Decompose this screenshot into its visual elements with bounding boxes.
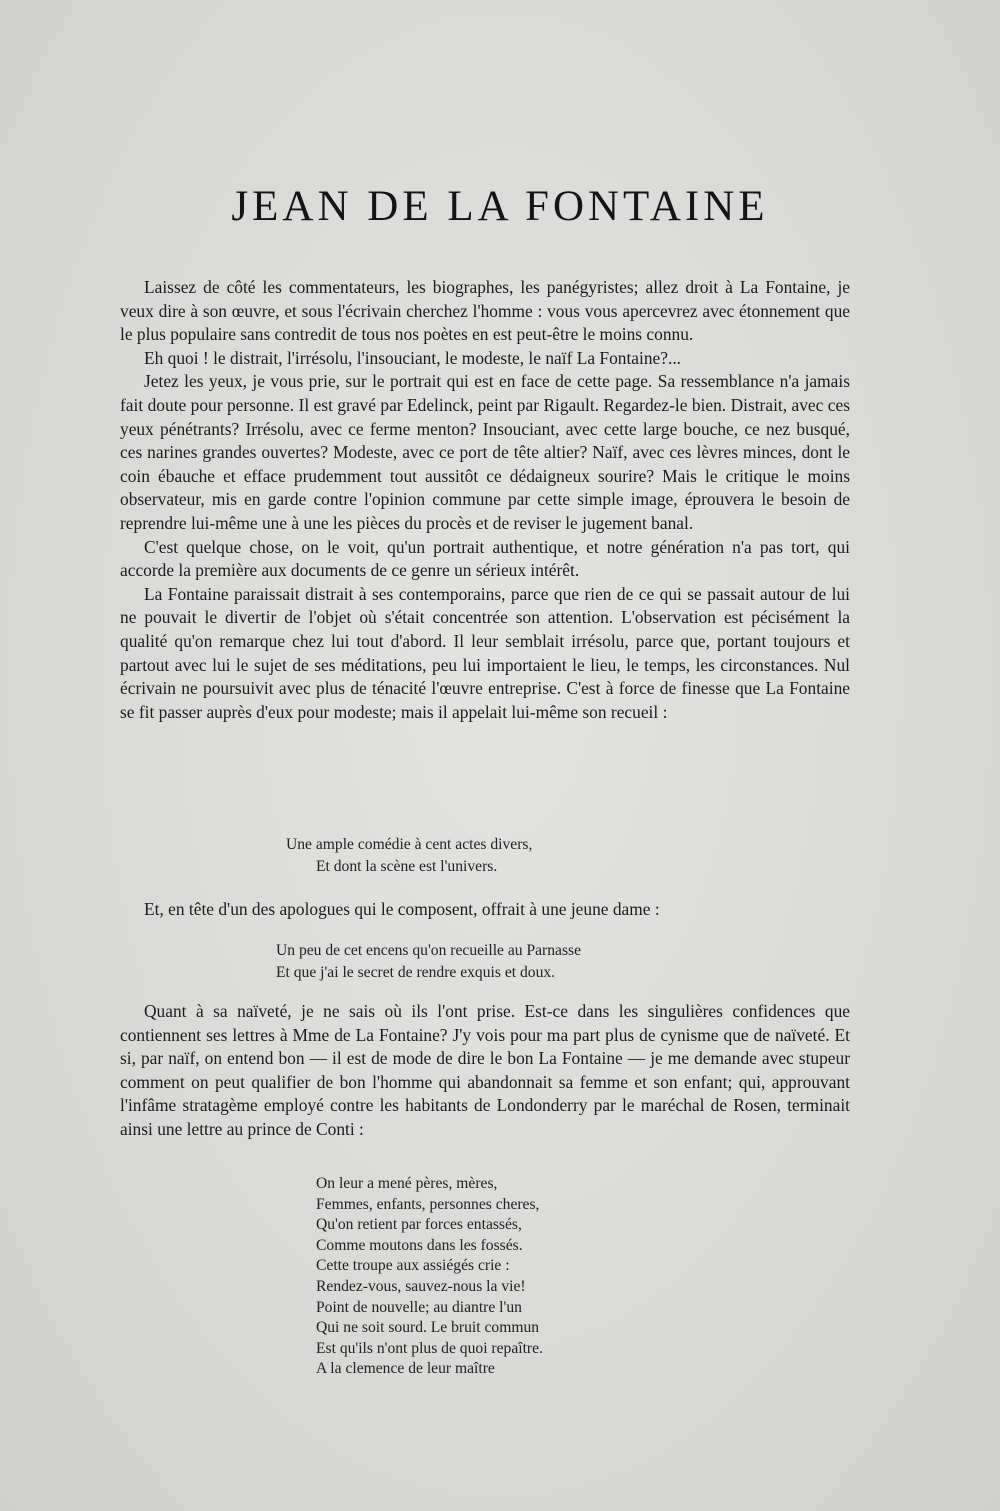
paragraph: Laissez de côté les commentateurs, les biographes, les panégyristes; allez droit à La Fontaine, je veux dire à son œuvre, et sous l'écrivain cherchez l'homme : vous vous apercevrez avec étonnement que le plus populaire sans contredit de tous nos poètes en est peut-être le moins connu. — [120, 277, 850, 345]
verse-quote-3 — [316, 1174, 543, 1380]
verse-quote-1 — [286, 834, 532, 877]
verse-line: Qu'on retient par forces entassés, — [316, 1216, 522, 1234]
verse-line: Qui ne soit sourd. Le bruit commun — [316, 1319, 540, 1337]
text-block-intro — [120, 276, 850, 724]
paragraph: Quant à sa naïveté, je ne sais où ils l'ont prise. Est-ce dans les singulières confidences que contiennent ses lettres à Mme de La Fontaine? J'y vois pour ma part plus de cynisme que de naïveté. Et si, par naïf, on entend bon — il est de mode de dire le bon La Fontaine — je me demande avec stupeur comment on peut qualifier de bon l'homme qui abandonnait sa femme et son enfant; qui, approuvant l'infâme stratagème employé contre les habitants de Londonderry par le maréchal de Rosen, terminait ainsi une lettre au prince de Conti : — [120, 1001, 850, 1139]
verse-line: Un peu de cet encens qu'on recueille au Parnasse — [276, 942, 582, 959]
verse-line: Et que j'ai le secret de rendre exquis et doux. — [276, 963, 556, 981]
paragraph: Jetez les yeux, je vous prie, sur le portrait qui est en face de cette page. Sa ressemblance n'a jamais fait doute pour personne. Il est gravé par Edelinck, peint par Rigault. Regardez-le bien. Distrait, avec ces yeux pénétrants? Irrésolu, avec ce ferme menton? Insouciant, avec cette large bouche, ce nez busqué, ces narines grandes ouvertes? Modeste, avec ce port de tête altier? Naïf, avec ces lèvres minces, dont le coin ébauche et efface prudemment tout aussitôt ce dédaigneux sourire? Mais le critique le moins observateur, mis en garde contre l'opinion commune par cette simple image, éprouvera le besoin de reprendre lui-même une à une les pièces du procès et de reviser le jugement banal. — [120, 371, 850, 533]
text-block-naivete — [120, 1000, 850, 1142]
verse-line: Point de nouvelle; au diantre l'un — [316, 1298, 522, 1316]
text-block-apologue — [120, 898, 850, 922]
verse-line: Cette troupe aux assiégés crie : — [316, 1257, 510, 1275]
verse-line: Comme moutons dans les fossés. — [316, 1236, 523, 1254]
verse-line: Rendez-vous, sauvez-nous la vie! — [316, 1277, 526, 1295]
paragraph: Et, en tête d'un des apologues qui le composent, offrait à une jeune dame : — [144, 899, 660, 919]
paragraph: La Fontaine paraissait distrait à ses contemporains, parce que rien de ce qui se passait autour de lui ne pouvait le divertir de l'objet où s'était concentrée son attention. L'observation est pécisément la qualité qu'on remarque chez lui tout d'abord. Il leur semblait irrésolu, parce que, portant toujours et partout avec lui le sujet de ses méditations, peu lui importaient le lieu, le temps, les circonstances. Nul écrivain ne poursuivit avec plus de ténacité l'œuvre entreprise. C'est à force de finesse que La Fontaine se fit passer auprès d'eux pour modeste; mais il appelait lui-même son recueil : — [120, 583, 850, 722]
paragraph: Eh quoi ! le distrait, l'irrésolu, l'insouciant, le modeste, le naïf La Fontaine?... — [144, 347, 682, 368]
verse-line: Femmes, enfants, personnes cheres, — [316, 1195, 540, 1213]
verse-line: Est qu'ils n'ont plus de quoi repaître. — [316, 1339, 543, 1357]
verse-line: Et dont la scène est l'univers. — [316, 857, 498, 875]
paragraph: C'est quelque chose, on le voit, qu'un portrait authentique, et notre génération n'a pas tort, qui accorde la première aux documents de ce genre un sérieux intérêt. — [120, 536, 850, 581]
verse-line: A la clemence de leur maître — [316, 1360, 495, 1378]
verse-line: Une ample comédie à cent actes divers, — [286, 836, 533, 853]
page-title: JEAN DE LA FONTAINE — [231, 183, 769, 230]
verse-line: On leur a mené pères, mères, — [316, 1175, 498, 1192]
verse-quote-2 — [276, 940, 581, 983]
